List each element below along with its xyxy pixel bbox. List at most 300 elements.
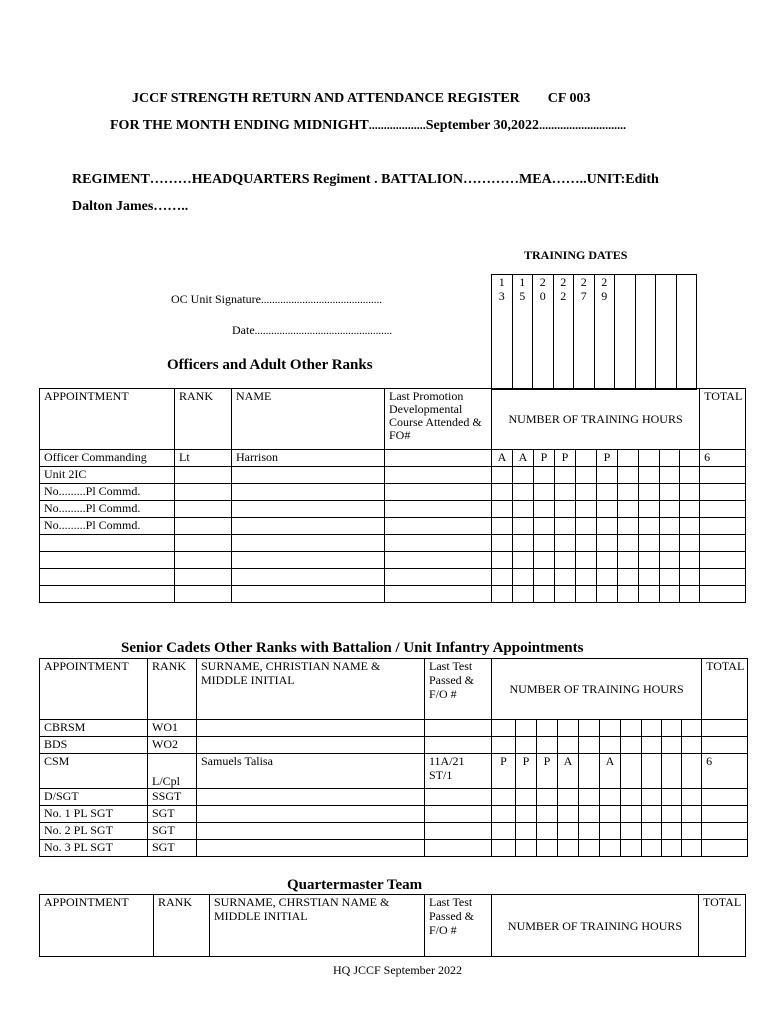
attendance-mark-cell <box>492 569 513 586</box>
attendance-mark-cell <box>621 806 642 823</box>
attendance-mark-cell <box>558 840 579 857</box>
attendance-mark-cell <box>555 552 576 569</box>
col-last-test-passed: Last Test Passed & F/O # <box>425 895 492 957</box>
training-date-digit: 3 <box>498 289 505 303</box>
training-dates-grid <box>491 274 697 390</box>
table-row <box>40 754 748 789</box>
attendance-mark-cell <box>558 806 579 823</box>
training-date-digit: 2 <box>601 275 608 289</box>
total-cell <box>702 789 748 806</box>
attendance-mark-cell <box>513 586 534 603</box>
date-line: Date.................................................. <box>232 323 393 337</box>
total-cell <box>700 552 746 569</box>
seniors-section-title: Senior Cadets Other Ranks with Battalion / Unit Infantry Appointments <box>121 640 584 656</box>
attendance-mark-cell <box>642 806 662 823</box>
attendance-mark-cell <box>579 754 600 789</box>
name-cell <box>197 737 425 754</box>
attendance-mark-cell <box>534 569 555 586</box>
attendance-mark-cell <box>534 552 555 569</box>
attendance-mark-cell: A <box>558 754 579 789</box>
attendance-mark-cell <box>513 484 534 501</box>
table-row <box>40 823 748 840</box>
attendance-mark-cell <box>639 552 660 569</box>
attendance-mark-cell <box>660 586 680 603</box>
attendance-mark-cell <box>680 552 700 569</box>
attendance-mark-cell <box>660 518 680 535</box>
qm-section-title: Quartermaster Team <box>287 877 423 893</box>
rank-cell: SGT <box>148 840 197 857</box>
attendance-mark-cell <box>660 501 680 518</box>
attendance-mark-cell <box>516 840 537 857</box>
attendance-mark-cell <box>660 450 680 467</box>
appointment-cell: No.........Pl Commd. <box>40 518 175 535</box>
total-cell <box>700 569 746 586</box>
col-number-of-training-hours: NUMBER OF TRAINING HOURS <box>492 389 700 450</box>
table-row <box>40 737 748 754</box>
attendance-mark-cell <box>600 823 621 840</box>
attendance-mark-cell <box>534 501 555 518</box>
name-cell <box>197 840 425 857</box>
attendance-mark-cell <box>516 789 537 806</box>
attendance-mark-cell <box>621 737 642 754</box>
attendance-mark-cell <box>597 535 618 552</box>
attendance-mark-cell <box>662 806 682 823</box>
training-date-column <box>512 275 533 390</box>
attendance-mark-cell <box>597 518 618 535</box>
total-cell: 6 <box>702 754 748 789</box>
table-row <box>40 720 748 737</box>
total-cell <box>702 737 748 754</box>
attendance-mark-cell <box>555 484 576 501</box>
attendance-mark-cell <box>576 484 597 501</box>
qm-header-row <box>40 895 746 957</box>
attendance-mark-cell <box>662 737 682 754</box>
col-surname-christian-name: SURNAME, CHRSTIAN NAME & MIDDLE INITIAL <box>210 895 425 957</box>
attendance-mark-cell <box>680 467 700 484</box>
table-row <box>40 518 746 535</box>
appointment-cell: Officer Commanding <box>40 450 175 467</box>
name-cell <box>197 720 425 737</box>
name-cell <box>197 789 425 806</box>
quartermaster-table <box>39 894 746 957</box>
attendance-mark-cell: P <box>555 450 576 467</box>
table-row <box>40 569 746 586</box>
attendance-mark-cell: A <box>600 754 621 789</box>
attendance-mark-cell <box>639 535 660 552</box>
name-cell <box>197 823 425 840</box>
total-cell <box>700 501 746 518</box>
col-surname-christian-name: SURNAME, CHRISTIAN NAME & MIDDLE INITIAL <box>197 659 425 720</box>
attendance-mark-cell <box>513 569 534 586</box>
appointment-cell: D/SGT <box>40 789 148 806</box>
attendance-mark-cell <box>576 586 597 603</box>
attendance-mark-cell <box>682 823 702 840</box>
attendance-mark-cell <box>492 720 516 737</box>
attendance-mark-cell <box>597 484 618 501</box>
attendance-mark-cell <box>558 737 579 754</box>
attendance-mark-cell <box>576 535 597 552</box>
training-date-column <box>656 275 677 390</box>
attendance-mark-cell <box>660 569 680 586</box>
attendance-mark-cell <box>642 840 662 857</box>
attendance-mark-cell <box>639 569 660 586</box>
attendance-mark-cell <box>597 586 618 603</box>
attendance-mark-cell <box>621 789 642 806</box>
officers-section-title: Officers and Adult Other Ranks <box>167 357 373 373</box>
col-number-of-training-hours: NUMBER OF TRAINING HOURS <box>492 895 699 957</box>
col-appointment: APPOINTMENT <box>40 389 175 450</box>
attendance-mark-cell: P <box>492 754 516 789</box>
table-row <box>40 501 746 518</box>
attendance-mark-cell <box>534 535 555 552</box>
attendance-mark-cell <box>618 501 639 518</box>
appointment-cell <box>40 586 175 603</box>
training-date-column <box>615 275 636 390</box>
training-date-column <box>594 275 615 390</box>
col-last-promotion-course: Last Promotion Developmental Course Attended & FO# <box>385 389 492 450</box>
attendance-mark-cell: A <box>513 450 534 467</box>
attendance-mark-cell <box>600 789 621 806</box>
attendance-mark-cell <box>492 467 513 484</box>
attendance-mark-cell <box>492 737 516 754</box>
attendance-mark-cell: P <box>597 450 618 467</box>
test-cell <box>425 806 492 823</box>
training-date-digit: 2 <box>539 275 546 289</box>
col-last-test-passed: Last Test Passed & F/O # <box>425 659 492 720</box>
training-date-digit: 9 <box>601 289 608 303</box>
table-row <box>40 467 746 484</box>
table-row <box>40 840 748 857</box>
attendance-mark-cell <box>534 586 555 603</box>
attendance-mark-cell <box>555 535 576 552</box>
name-cell <box>232 518 385 535</box>
col-rank: RANK <box>175 389 232 450</box>
training-date-column <box>533 275 554 390</box>
training-date-digit: 2 <box>580 275 587 289</box>
attendance-mark-cell <box>492 535 513 552</box>
attendance-mark-cell: P <box>516 754 537 789</box>
attendance-mark-cell <box>621 720 642 737</box>
training-date-digit: 1 <box>519 275 526 289</box>
appointment-cell <box>40 552 175 569</box>
attendance-mark-cell <box>680 535 700 552</box>
training-date-column <box>676 275 697 390</box>
appointment-cell: BDS <box>40 737 148 754</box>
total-cell <box>700 535 746 552</box>
month-line: FOR THE MONTH ENDING MIDNIGHT...................September 30,2022............................. <box>110 118 627 133</box>
training-date-digit: 1 <box>498 275 505 289</box>
test-cell <box>425 720 492 737</box>
rank-cell <box>175 535 232 552</box>
name-cell <box>232 552 385 569</box>
appointment-cell: CSM <box>40 754 148 789</box>
appointment-cell: No.........Pl Commd. <box>40 501 175 518</box>
col-rank: RANK <box>154 895 210 957</box>
attendance-mark-cell <box>680 484 700 501</box>
course-cell <box>385 535 492 552</box>
test-cell <box>425 840 492 857</box>
attendance-mark-cell <box>680 450 700 467</box>
total-cell <box>702 840 748 857</box>
attendance-mark-cell <box>600 737 621 754</box>
attendance-mark-cell <box>642 823 662 840</box>
test-cell <box>425 789 492 806</box>
attendance-mark-cell <box>600 806 621 823</box>
col-name: NAME <box>232 389 385 450</box>
regiment-line-continued: Dalton James…….. <box>72 199 189 214</box>
attendance-mark-cell <box>597 467 618 484</box>
appointment-cell <box>40 569 175 586</box>
senior-cadets-table <box>39 658 748 857</box>
course-cell <box>385 586 492 603</box>
course-cell <box>385 569 492 586</box>
attendance-mark-cell <box>579 789 600 806</box>
officers-header-row <box>40 389 746 450</box>
attendance-mark-cell <box>537 840 558 857</box>
attendance-mark-cell <box>513 467 534 484</box>
attendance-mark-cell <box>558 823 579 840</box>
attendance-mark-cell <box>680 518 700 535</box>
attendance-mark-cell: A <box>492 450 513 467</box>
attendance-mark-cell <box>618 450 639 467</box>
attendance-mark-cell <box>597 501 618 518</box>
name-cell: Samuels Talisa <box>197 754 425 789</box>
attendance-mark-cell <box>576 518 597 535</box>
rank-cell: SGT <box>148 806 197 823</box>
col-total: TOTAL <box>699 895 746 957</box>
rank-cell <box>175 501 232 518</box>
attendance-mark-cell <box>576 569 597 586</box>
attendance-mark-cell <box>618 586 639 603</box>
attendance-mark-cell <box>579 720 600 737</box>
attendance-mark-cell <box>579 823 600 840</box>
attendance-mark-cell <box>639 586 660 603</box>
training-date-column <box>635 275 656 390</box>
training-date-digit: 2 <box>560 275 567 289</box>
appointment-cell: No. 2 PL SGT <box>40 823 148 840</box>
appointment-cell: No.........Pl Commd. <box>40 484 175 501</box>
attendance-mark-cell <box>579 806 600 823</box>
training-date-column <box>492 275 513 390</box>
training-dates-label: TRAINING DATES <box>524 248 628 262</box>
appointment-cell: Unit 2IC <box>40 467 175 484</box>
attendance-mark-cell <box>682 754 702 789</box>
course-cell <box>385 450 492 467</box>
attendance-mark-cell <box>513 501 534 518</box>
training-date-column <box>553 275 574 390</box>
course-cell <box>385 467 492 484</box>
table-row <box>40 586 746 603</box>
attendance-mark-cell <box>680 501 700 518</box>
rank-cell <box>175 569 232 586</box>
attendance-mark-cell <box>492 789 516 806</box>
attendance-mark-cell <box>492 552 513 569</box>
total-cell <box>700 467 746 484</box>
rank-cell <box>175 586 232 603</box>
rank-cell: WO2 <box>148 737 197 754</box>
attendance-mark-cell <box>537 720 558 737</box>
training-date-digit: 5 <box>519 289 526 303</box>
attendance-mark-cell: P <box>534 450 555 467</box>
col-rank: RANK <box>148 659 197 720</box>
table-row <box>40 450 746 467</box>
officers-table <box>39 388 746 603</box>
attendance-mark-cell <box>600 720 621 737</box>
appointment-cell: CBRSM <box>40 720 148 737</box>
attendance-mark-cell <box>513 552 534 569</box>
attendance-mark-cell <box>621 840 642 857</box>
attendance-mark-cell <box>642 720 662 737</box>
name-cell <box>232 484 385 501</box>
training-date-digit: 0 <box>539 289 546 303</box>
attendance-mark-cell <box>639 450 660 467</box>
appointment-cell: No. 3 PL SGT <box>40 840 148 857</box>
footer-text: HQ JCCF September 2022 <box>333 963 462 977</box>
attendance-mark-cell <box>621 754 642 789</box>
attendance-mark-cell <box>618 518 639 535</box>
attendance-mark-cell <box>642 737 662 754</box>
table-row <box>40 535 746 552</box>
attendance-mark-cell <box>579 840 600 857</box>
training-date-digit: 2 <box>560 289 567 303</box>
total-cell <box>702 720 748 737</box>
name-cell <box>232 535 385 552</box>
attendance-mark-cell <box>513 518 534 535</box>
attendance-mark-cell <box>618 569 639 586</box>
rank-cell: L/Cpl <box>148 754 197 789</box>
attendance-mark-cell <box>555 569 576 586</box>
attendance-mark-cell <box>534 467 555 484</box>
rank-cell: SGT <box>148 823 197 840</box>
attendance-mark-cell <box>600 840 621 857</box>
test-cell <box>425 737 492 754</box>
name-cell <box>232 467 385 484</box>
rank-cell: WO1 <box>148 720 197 737</box>
attendance-mark-cell <box>660 552 680 569</box>
attendance-mark-cell <box>516 806 537 823</box>
col-appointment: APPOINTMENT <box>40 895 154 957</box>
attendance-mark-cell <box>537 737 558 754</box>
table-row <box>40 789 748 806</box>
attendance-mark-cell <box>618 552 639 569</box>
attendance-mark-cell <box>639 501 660 518</box>
attendance-mark-cell <box>555 501 576 518</box>
attendance-mark-cell <box>639 518 660 535</box>
total-cell <box>700 484 746 501</box>
attendance-mark-cell <box>618 467 639 484</box>
attendance-mark-cell <box>492 840 516 857</box>
attendance-mark-cell <box>537 806 558 823</box>
attendance-mark-cell <box>558 789 579 806</box>
name-cell <box>197 806 425 823</box>
attendance-mark-cell <box>621 823 642 840</box>
attendance-mark-cell <box>516 737 537 754</box>
training-date-column <box>574 275 595 390</box>
attendance-mark-cell <box>662 720 682 737</box>
course-cell <box>385 501 492 518</box>
name-cell <box>232 586 385 603</box>
attendance-mark-cell <box>680 586 700 603</box>
appointment-cell <box>40 535 175 552</box>
attendance-mark-cell <box>597 569 618 586</box>
attendance-mark-cell <box>558 720 579 737</box>
attendance-mark-cell <box>576 467 597 484</box>
attendance-mark-cell <box>576 501 597 518</box>
total-cell: 6 <box>700 450 746 467</box>
table-row <box>40 484 746 501</box>
attendance-mark-cell <box>516 823 537 840</box>
attendance-mark-cell <box>516 720 537 737</box>
attendance-mark-cell <box>662 789 682 806</box>
attendance-mark-cell <box>492 518 513 535</box>
attendance-mark-cell <box>618 484 639 501</box>
attendance-mark-cell <box>534 518 555 535</box>
rank-cell <box>175 467 232 484</box>
rank-cell <box>175 518 232 535</box>
attendance-mark-cell <box>642 754 662 789</box>
rank-cell <box>175 484 232 501</box>
attendance-mark-cell <box>576 450 597 467</box>
attendance-mark-cell <box>597 552 618 569</box>
total-cell <box>700 586 746 603</box>
attendance-mark-cell <box>682 840 702 857</box>
attendance-mark-cell <box>618 535 639 552</box>
table-row <box>40 552 746 569</box>
attendance-mark-cell <box>576 552 597 569</box>
attendance-mark-cell <box>639 484 660 501</box>
attendance-mark-cell <box>555 518 576 535</box>
rank-cell: SSGT <box>148 789 197 806</box>
course-cell <box>385 518 492 535</box>
attendance-mark-cell <box>660 467 680 484</box>
table-row <box>40 806 748 823</box>
seniors-header-row <box>40 659 748 720</box>
col-total: TOTAL <box>702 659 748 720</box>
attendance-mark-cell <box>492 823 516 840</box>
attendance-mark-cell <box>513 535 534 552</box>
attendance-mark-cell <box>680 569 700 586</box>
attendance-mark-cell <box>492 484 513 501</box>
attendance-mark-cell <box>642 789 662 806</box>
attendance-mark-cell <box>662 823 682 840</box>
attendance-mark-cell <box>662 754 682 789</box>
form-code: CF 003 <box>547 91 591 106</box>
rank-cell <box>175 552 232 569</box>
attendance-mark-cell <box>492 806 516 823</box>
test-cell: 11A/21 ST/1 <box>425 754 492 789</box>
col-appointment: APPOINTMENT <box>40 659 148 720</box>
attendance-mark-cell <box>639 467 660 484</box>
document-title: JCCF STRENGTH RETURN AND ATTENDANCE REGISTER CF 003 <box>132 91 591 106</box>
attendance-mark-cell <box>534 484 555 501</box>
name-cell: Harrison <box>232 450 385 467</box>
attendance-mark-cell <box>662 840 682 857</box>
course-cell <box>385 552 492 569</box>
attendance-mark-cell <box>682 737 702 754</box>
course-cell <box>385 484 492 501</box>
attendance-mark-cell <box>555 467 576 484</box>
total-cell <box>700 518 746 535</box>
attendance-mark-cell <box>682 789 702 806</box>
attendance-mark-cell <box>555 586 576 603</box>
attendance-mark-cell: P <box>537 754 558 789</box>
attendance-mark-cell <box>492 501 513 518</box>
attendance-mark-cell <box>537 823 558 840</box>
attendance-mark-cell <box>682 806 702 823</box>
name-cell <box>232 501 385 518</box>
total-cell <box>702 823 748 840</box>
attendance-mark-cell <box>660 484 680 501</box>
